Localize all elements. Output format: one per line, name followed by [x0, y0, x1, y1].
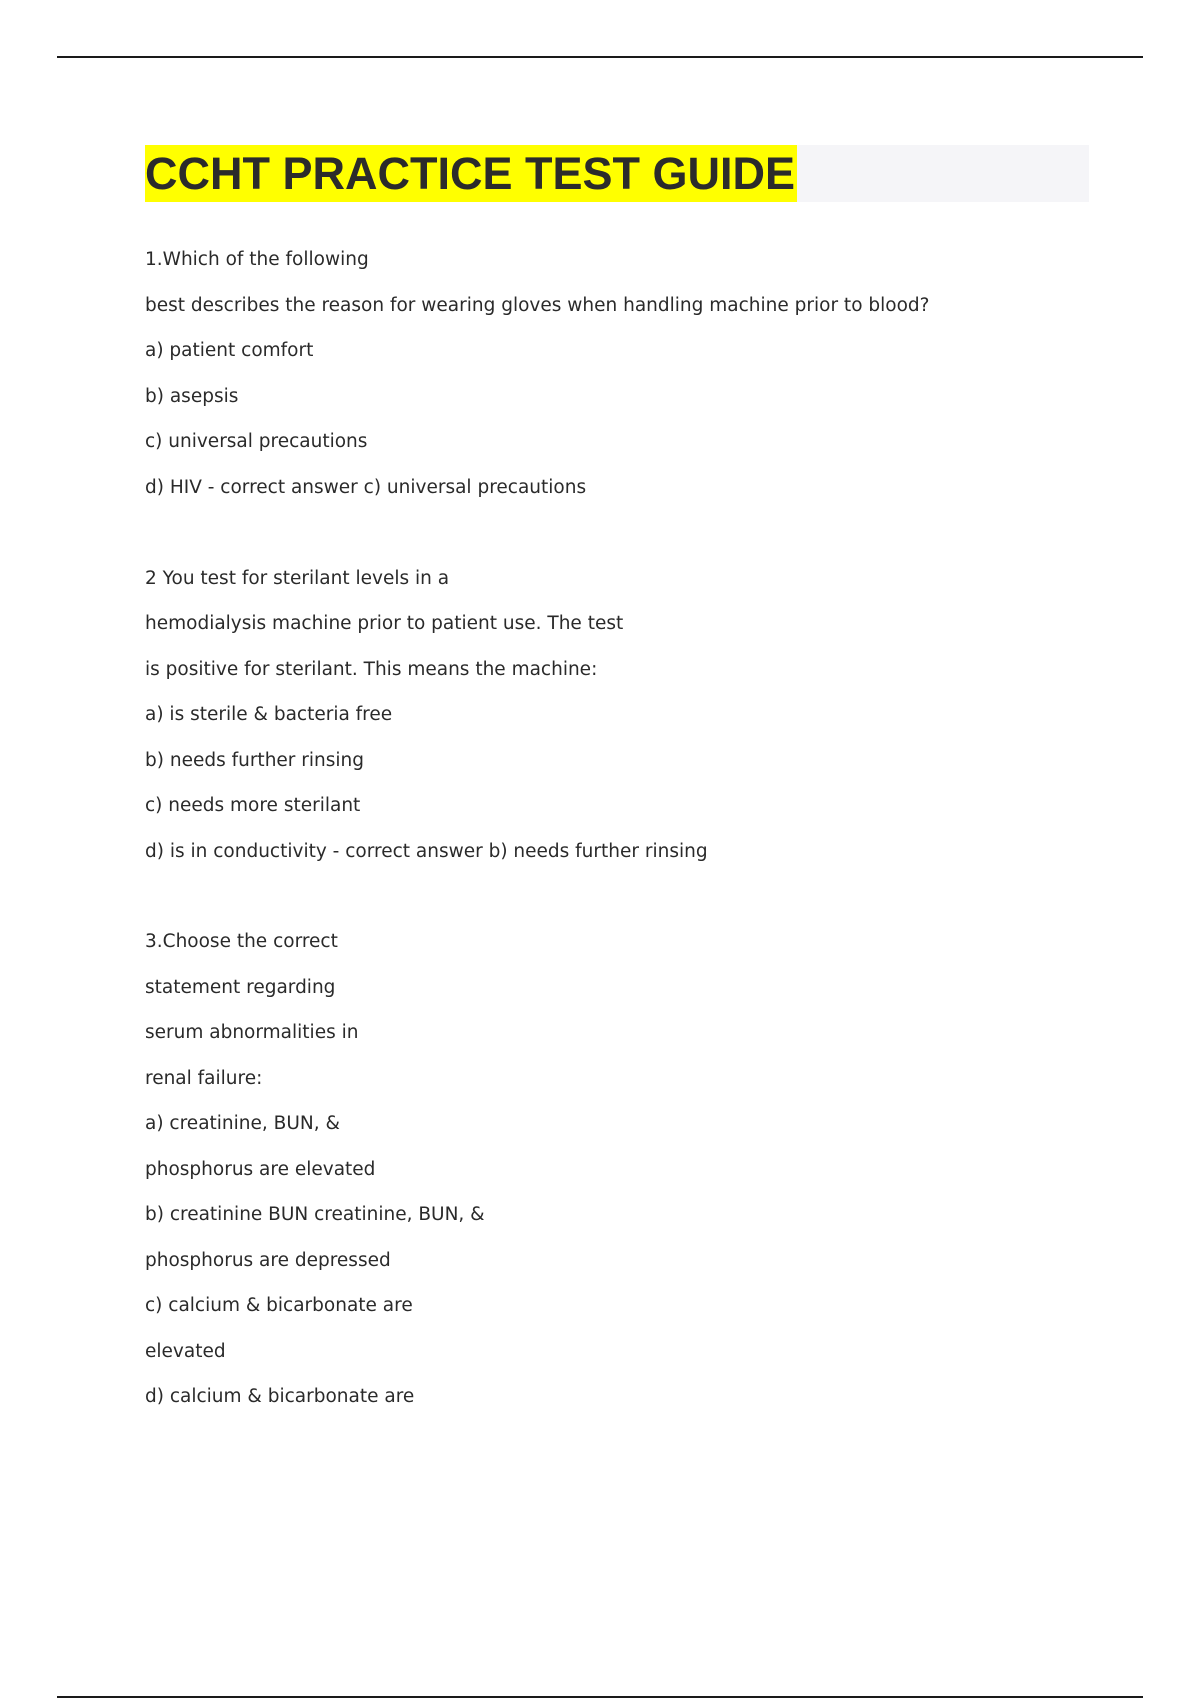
question-3-line-2: statement regarding — [145, 977, 336, 998]
page-title: CCHT PRACTICE TEST GUIDE — [145, 145, 797, 202]
question-3-option-c-cont: elevated — [145, 1341, 226, 1362]
question-2-line-3: is positive for sterilant. This means the machine: — [145, 659, 598, 680]
question-2-line-1: 2 You test for sterilant levels in a — [145, 568, 450, 589]
question-2-line-2: hemodialysis machine prior to patient use. The test — [145, 613, 624, 634]
question-1-option-b: b) asepsis — [145, 386, 239, 407]
question-2-option-c: c) needs more sterilant — [145, 795, 361, 816]
question-2-option-a: a) is sterile & bacteria free — [145, 704, 393, 725]
question-2-option-d-answer: d) is in conductivity - correct answer b) needs further rinsing — [145, 841, 708, 862]
question-2-option-b: b) needs further rinsing — [145, 750, 365, 771]
question-1-option-d-answer: d) HIV - correct answer c) universal precautions — [145, 477, 587, 498]
question-3-option-b-cont: phosphorus are depressed — [145, 1250, 391, 1271]
question-3-line-1: 3.Choose the correct — [145, 931, 338, 952]
bottom-rule — [57, 1696, 1143, 1698]
question-3-line-3: serum abnormalities in — [145, 1022, 359, 1043]
question-3-option-a: a) creatinine, BUN, & — [145, 1113, 340, 1134]
question-1-line-2: best describes the reason for wearing gloves when handling machine prior to blood? — [145, 295, 930, 316]
question-3-line-4: renal failure: — [145, 1068, 263, 1089]
question-3-option-a-cont: phosphorus are elevated — [145, 1159, 376, 1180]
question-3-option-b: b) creatinine BUN creatinine, BUN, & — [145, 1204, 485, 1225]
top-rule — [57, 56, 1143, 58]
question-1-option-c: c) universal precautions — [145, 431, 368, 452]
question-3-option-c: c) calcium & bicarbonate are — [145, 1295, 413, 1316]
question-1-option-a: a) patient comfort — [145, 340, 314, 361]
question-1-line-1: 1.Which of the following — [145, 249, 369, 270]
question-3-option-d: d) calcium & bicarbonate are — [145, 1386, 415, 1407]
